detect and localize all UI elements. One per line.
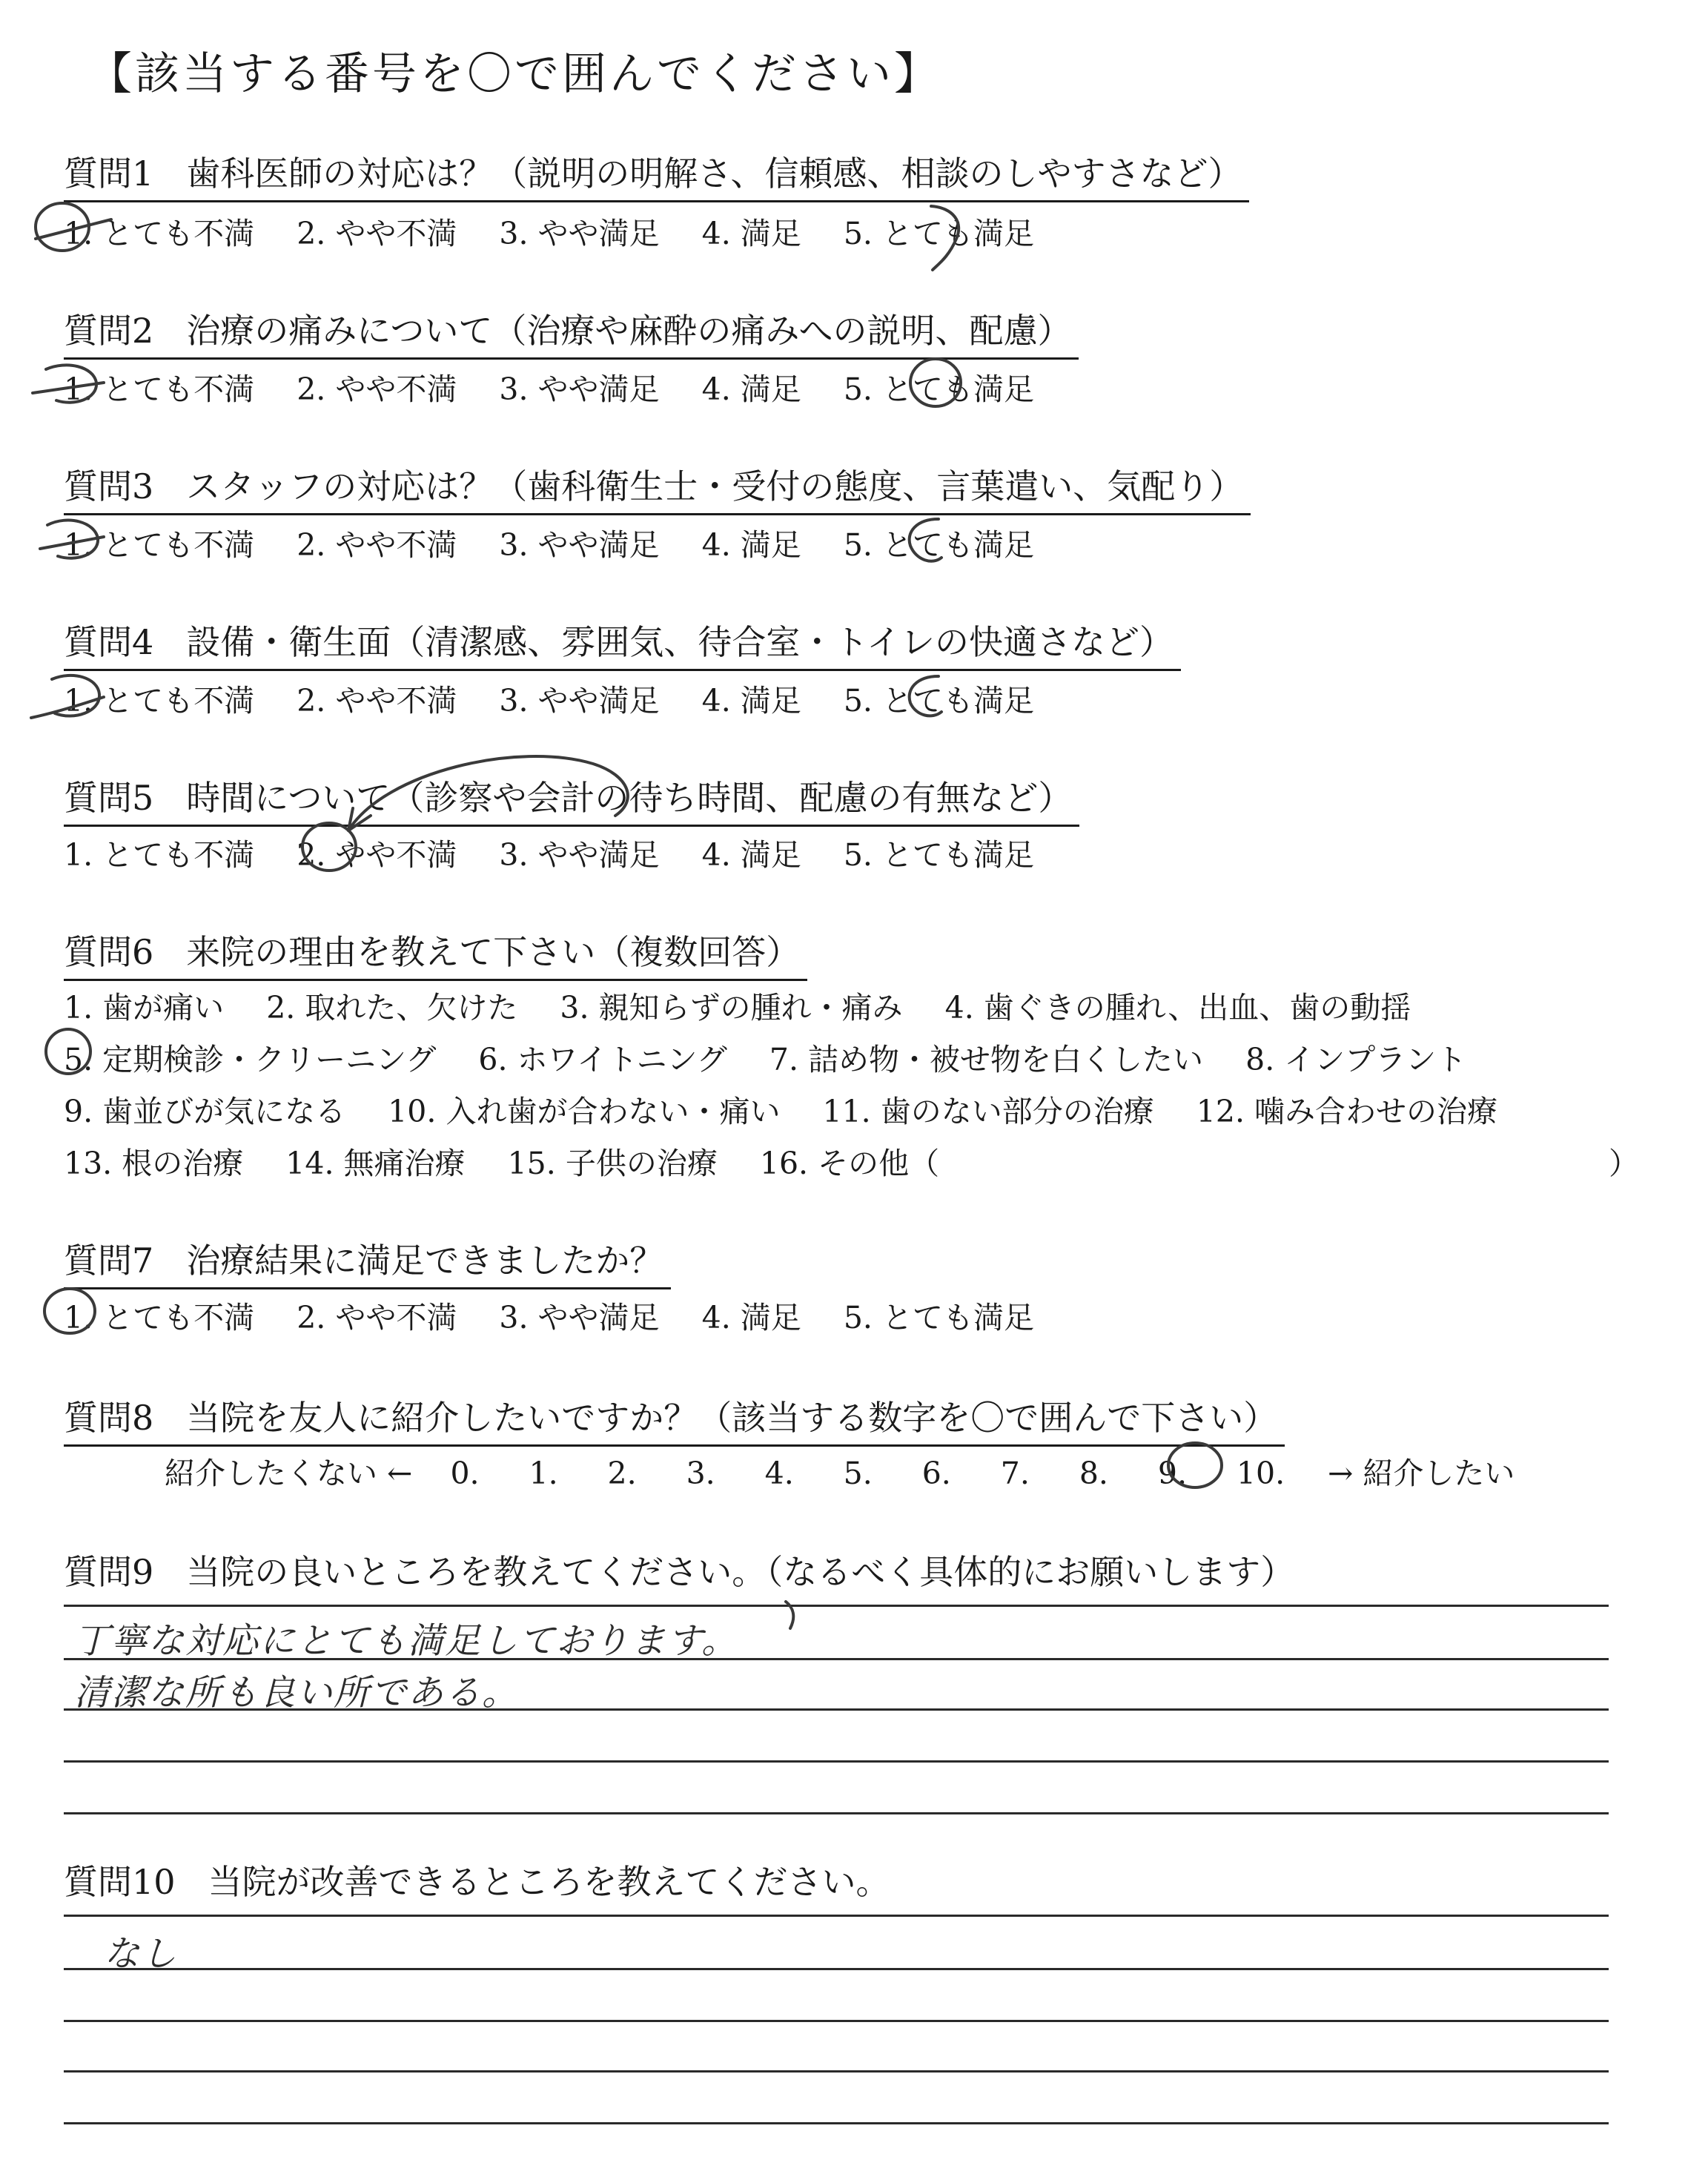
scale-value[interactable]: 2. [607,1456,637,1491]
reason-option[interactable]: 12. 噛み合わせの治療 [1196,1094,1498,1129]
answer-line [64,1812,1609,1814]
question-4 [64,615,1181,671]
q9-answer-line2[interactable]: 清潔な所も良い所である。 [74,1672,520,1714]
reason-option[interactable]: 11. 歯のない部分の治療 [822,1094,1154,1129]
option-4[interactable]: 4. 満足 [701,527,801,563]
option-4[interactable]: 4. 満足 [701,371,801,407]
option-1[interactable]: 1. とても不満 [64,216,255,251]
instruction-header: 【該当する番号を〇で囲んでください】 [87,48,941,100]
recommend-scale [165,1449,1515,1493]
option-3[interactable]: 3. やや満足 [499,216,660,251]
question-number: 質問10 [64,1862,176,1902]
question-text: 歯科医師の対応は？（説明の明解さ、信頼感、相談のしやすさなど） [186,153,1242,194]
question-number: 質問8 [64,1398,154,1438]
option-5[interactable]: 5. とても満足 [843,1300,1034,1335]
scale-value[interactable]: 7. [1000,1456,1030,1491]
question-number: 質問2 [64,311,154,351]
question-4-options [64,676,1067,720]
scale-left-label: 紹介したくない ← [165,1456,413,1491]
reason-option[interactable]: 6. ホワイトニング [478,1042,727,1077]
scale-value[interactable]: 4. [764,1456,794,1491]
answer-line [64,2122,1609,2124]
question-3 [64,460,1251,515]
reason-row [64,983,1443,1027]
reason-option[interactable]: 2. 取れた、欠けた [266,990,518,1025]
option-3[interactable]: 3. やや満足 [499,683,660,719]
option-4[interactable]: 4. 満足 [701,683,801,719]
question-3-options [64,521,1067,564]
scale-value[interactable]: 1. [529,1456,558,1491]
option-4[interactable]: 4. 満足 [701,216,801,251]
scale-value[interactable]: 5. [843,1456,873,1491]
option-3[interactable]: 3. やや満足 [499,1300,660,1335]
question-text: 設備・衛生面（清潔感、雰囲気、待合室・トイレの快適さなど） [186,622,1174,662]
option-1[interactable]: 1. とても不満 [64,527,255,563]
reason-option[interactable]: 14. 無痛治療 [285,1146,466,1181]
question-7-options [64,1293,1067,1337]
scale-value[interactable]: 8. [1079,1456,1108,1491]
reason-option[interactable]: 5. 定期検診・クリーニング [64,1042,437,1077]
scale-value[interactable]: 3. [686,1456,715,1491]
question-text: 時間について（診察や会計の待ち時間、配慮の有無など） [186,778,1073,818]
option-4[interactable]: 4. 満足 [701,837,801,873]
question-text: 治療の痛みについて（治療や麻酔の痛みへの説明、配慮） [186,311,1072,351]
question-7 [64,1234,671,1289]
option-4[interactable]: 4. 満足 [701,1300,801,1335]
question-text: スタッフの対応は？（歯科衛生士・受付の態度、言葉遣い、気配り） [186,466,1244,506]
reason-option[interactable]: 4. 歯ぐきの腫れ、出血、歯の動揺 [944,990,1411,1025]
question-2 [64,304,1079,360]
question-number: 質問5 [64,778,154,818]
option-5[interactable]: 5. とても満足 [843,837,1034,873]
option-1[interactable]: 1. とても不満 [64,1300,255,1335]
question-2-options [64,365,1067,409]
option-2[interactable]: 2. やや不満 [297,837,457,873]
option-2[interactable]: 2. やや不満 [297,371,457,407]
reason-option[interactable]: 13. 根の治療 [64,1146,244,1181]
question-text: 当院を友人に紹介したいですか？（該当する数字を〇で囲んで下さい） [186,1398,1278,1438]
option-2[interactable]: 2. やや不満 [297,527,457,563]
option-1[interactable]: 1. とても不満 [64,837,255,873]
option-3[interactable]: 3. やや満足 [499,371,660,407]
reason-row [64,1087,1530,1131]
question-number: 質問4 [64,622,154,662]
reason-row [64,1035,1499,1079]
reason-option[interactable]: 7. 詰め物・被せ物を白くしたい [769,1042,1204,1077]
scale-value[interactable]: 10. [1236,1456,1285,1491]
answer-line [64,2020,1609,2022]
other-close-paren: ） [1609,1146,1639,1181]
question-8 [64,1391,1285,1447]
question-number: 質問9 [64,1552,154,1592]
reason-option[interactable]: 9. 歯並びが気になる [64,1094,346,1129]
option-5[interactable]: 5. とても満足 [843,371,1034,407]
question-number: 質問6 [64,932,154,972]
option-5[interactable]: 5. とても満足 [843,527,1034,563]
option-1[interactable]: 1. とても不満 [64,371,255,407]
answer-line [64,1605,1609,1607]
option-5[interactable]: 5. とても満足 [843,216,1034,251]
reason-row [64,1139,1639,1183]
scale-right-label: → 紹介したい [1327,1456,1515,1491]
scale-value[interactable]: 6. [921,1456,951,1491]
scale-value[interactable]: 9. [1157,1456,1187,1491]
reason-option[interactable]: 16. その他（ [759,1146,940,1181]
question-1-options [64,209,1067,253]
reason-option[interactable]: 15. 子供の治療 [507,1146,718,1181]
answer-line [64,1760,1609,1763]
question-text: 来院の理由を教えて下さい（複数回答） [186,932,801,972]
question-text: 治療結果に満足できましたか？ [186,1241,664,1281]
option-2[interactable]: 2. やや不満 [297,683,457,719]
question-number: 質問1 [64,153,154,194]
question-5 [64,771,1079,827]
scale-value[interactable]: 0. [450,1456,480,1491]
answer-line [64,1968,1609,1970]
reason-option[interactable]: 1. 歯が痛い [64,990,225,1025]
option-1[interactable]: 1. とても不満 [64,683,255,719]
question-text: 当院が改善できるところを教えてください。 [208,1862,890,1902]
answer-line [64,2070,1609,2073]
question-1 [64,147,1249,202]
reason-option[interactable]: 10. 入れ歯が合わない・痛い [388,1094,781,1129]
question-number: 質問3 [64,466,154,506]
q9-answer-line1[interactable]: 丁寧な対応にとても満足しております。 [74,1620,739,1662]
option-3[interactable]: 3. やや満足 [499,527,660,563]
question-9 [64,1545,1294,1594]
q10-answer-line1[interactable]: なし [104,1933,179,1975]
reason-option[interactable]: 3. 親知らずの腫れ・痛み [560,990,903,1025]
question-number: 質問7 [64,1241,154,1281]
option-3[interactable]: 3. やや満足 [499,837,660,873]
answer-line [64,1915,1609,1917]
option-2[interactable]: 2. やや不満 [297,216,457,251]
option-5[interactable]: 5. とても満足 [843,683,1034,719]
question-text: 当院の良いところを教えてください。（なるべく具体的にお願いします） [186,1552,1295,1592]
reason-option[interactable]: 8. インプラント [1245,1042,1467,1077]
question-6 [64,925,807,981]
option-2[interactable]: 2. やや不満 [297,1300,457,1335]
question-5-options [64,830,1067,874]
question-10 [64,1855,890,1904]
